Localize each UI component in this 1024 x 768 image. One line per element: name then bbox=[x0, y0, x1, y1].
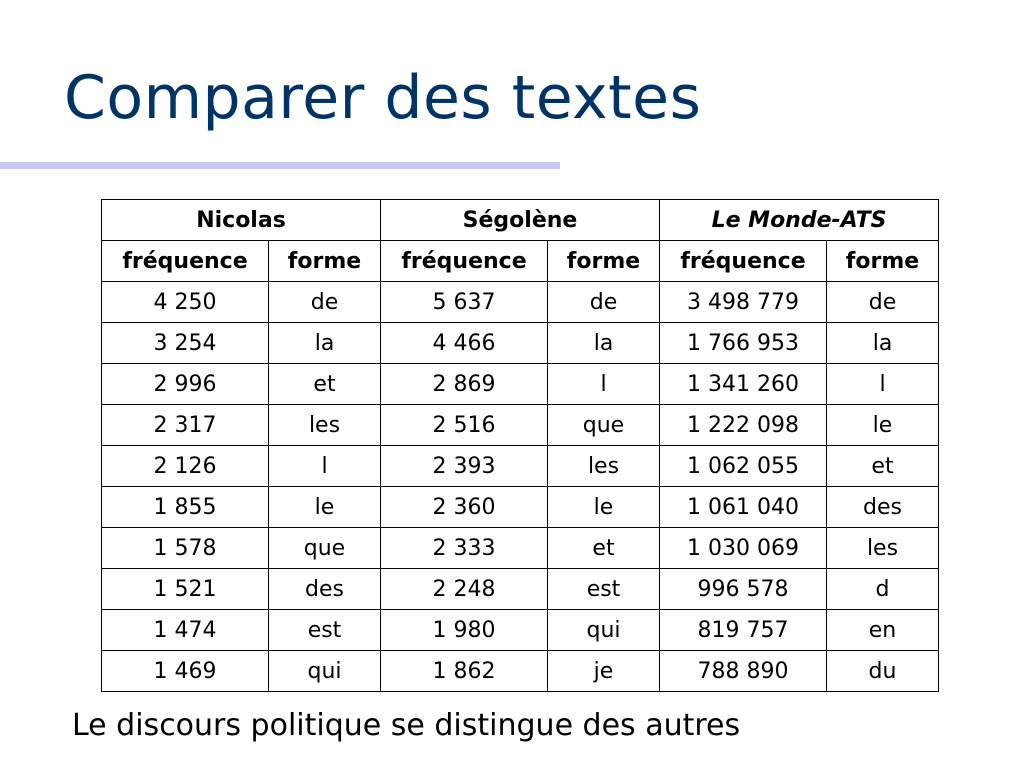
table-row bbox=[102, 569, 939, 610]
frequency-cell: 3 254 bbox=[102, 323, 269, 364]
form-cell: la bbox=[827, 323, 939, 364]
slide-title: Comparer des textes bbox=[64, 63, 702, 133]
form-cell: qui bbox=[548, 610, 660, 651]
form-cell: en bbox=[827, 610, 939, 651]
form-cell: de bbox=[548, 282, 660, 323]
frequency-cell: 2 317 bbox=[102, 405, 269, 446]
frequency-table bbox=[101, 199, 939, 692]
column-header-frequence: fréquence bbox=[102, 241, 269, 282]
frequency-cell: 1 222 098 bbox=[660, 405, 827, 446]
form-cell: le bbox=[548, 487, 660, 528]
frequency-cell: 2 333 bbox=[381, 528, 548, 569]
subheader-row bbox=[102, 241, 939, 282]
form-cell: que bbox=[548, 405, 660, 446]
frequency-cell: 3 498 779 bbox=[660, 282, 827, 323]
table-row bbox=[102, 405, 939, 446]
form-cell: d bbox=[827, 569, 939, 610]
table-row bbox=[102, 610, 939, 651]
form-cell: qui bbox=[269, 651, 381, 692]
table-body bbox=[102, 282, 939, 692]
frequency-cell: 2 248 bbox=[381, 569, 548, 610]
frequency-cell: 1 766 953 bbox=[660, 323, 827, 364]
column-header-frequence: fréquence bbox=[381, 241, 548, 282]
form-cell: la bbox=[548, 323, 660, 364]
form-cell: la bbox=[269, 323, 381, 364]
form-cell: je bbox=[548, 651, 660, 692]
frequency-cell: 2 360 bbox=[381, 487, 548, 528]
table-row bbox=[102, 446, 939, 487]
frequency-cell: 4 466 bbox=[381, 323, 548, 364]
table-row bbox=[102, 364, 939, 405]
group-header-nicolas: Nicolas bbox=[102, 200, 381, 241]
form-cell: de bbox=[827, 282, 939, 323]
table-row bbox=[102, 528, 939, 569]
form-cell: l bbox=[269, 446, 381, 487]
form-cell: du bbox=[827, 651, 939, 692]
frequency-cell: 1 030 069 bbox=[660, 528, 827, 569]
group-header-row bbox=[102, 200, 939, 241]
frequency-cell: 5 637 bbox=[381, 282, 548, 323]
frequency-cell: 2 393 bbox=[381, 446, 548, 487]
slide-caption: Le discours politique se distingue des autres bbox=[72, 708, 741, 743]
form-cell: l bbox=[548, 364, 660, 405]
column-header-frequence: fréquence bbox=[660, 241, 827, 282]
column-header-forme: forme bbox=[827, 241, 939, 282]
form-cell: des bbox=[269, 569, 381, 610]
form-cell: des bbox=[827, 487, 939, 528]
frequency-cell: 819 757 bbox=[660, 610, 827, 651]
frequency-cell: 1 062 055 bbox=[660, 446, 827, 487]
title-underline bbox=[0, 162, 560, 169]
group-header-segolene: Ségolène bbox=[381, 200, 660, 241]
frequency-cell: 2 869 bbox=[381, 364, 548, 405]
frequency-cell: 2 126 bbox=[102, 446, 269, 487]
frequency-cell: 1 862 bbox=[381, 651, 548, 692]
frequency-cell: 788 890 bbox=[660, 651, 827, 692]
frequency-cell: 1 061 040 bbox=[660, 487, 827, 528]
table-row bbox=[102, 651, 939, 692]
form-cell: et bbox=[548, 528, 660, 569]
frequency-cell: 1 474 bbox=[102, 610, 269, 651]
form-cell: le bbox=[827, 405, 939, 446]
frequency-cell: 2 516 bbox=[381, 405, 548, 446]
table-row bbox=[102, 282, 939, 323]
column-header-forme: forme bbox=[548, 241, 660, 282]
frequency-cell: 1 521 bbox=[102, 569, 269, 610]
form-cell: et bbox=[269, 364, 381, 405]
form-cell: le bbox=[269, 487, 381, 528]
frequency-cell: 4 250 bbox=[102, 282, 269, 323]
form-cell: les bbox=[548, 446, 660, 487]
table-row bbox=[102, 323, 939, 364]
form-cell: de bbox=[269, 282, 381, 323]
frequency-cell: 1 980 bbox=[381, 610, 548, 651]
form-cell: est bbox=[548, 569, 660, 610]
frequency-cell: 1 469 bbox=[102, 651, 269, 692]
form-cell: que bbox=[269, 528, 381, 569]
frequency-cell: 1 341 260 bbox=[660, 364, 827, 405]
form-cell: les bbox=[269, 405, 381, 446]
table-row bbox=[102, 487, 939, 528]
form-cell: l bbox=[827, 364, 939, 405]
form-cell: est bbox=[269, 610, 381, 651]
group-header-le-monde-ats: Le Monde-ATS bbox=[660, 200, 939, 241]
form-cell: les bbox=[827, 528, 939, 569]
form-cell: et bbox=[827, 446, 939, 487]
frequency-cell: 1 855 bbox=[102, 487, 269, 528]
frequency-cell: 1 578 bbox=[102, 528, 269, 569]
frequency-cell: 996 578 bbox=[660, 569, 827, 610]
frequency-cell: 2 996 bbox=[102, 364, 269, 405]
column-header-forme: forme bbox=[269, 241, 381, 282]
